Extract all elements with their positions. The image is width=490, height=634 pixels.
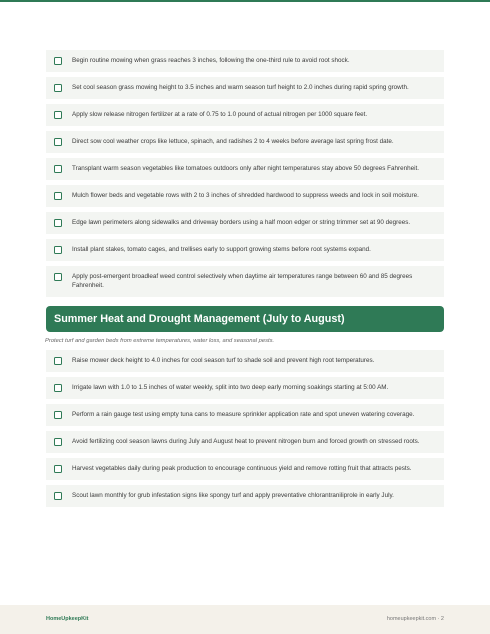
footer-brand: HomeUpkeepKit [46, 616, 89, 622]
checkbox[interactable] [54, 111, 62, 119]
checkbox[interactable] [54, 84, 62, 92]
checklist-item [46, 239, 444, 261]
task-text: Set cool season grass mowing height to 3.5 inches and warm season turf height to 2.0 inches during rapid spring growth. [72, 84, 409, 91]
checkbox[interactable] [54, 246, 62, 254]
checklist-item [46, 350, 444, 372]
checklist-item [46, 50, 444, 72]
task-text: Apply slow release nitrogen fertilizer at a rate of 0.75 to 1.0 pound of actual nitrogen per 1000 square feet. [72, 111, 368, 118]
top-rule [0, 0, 490, 2]
checkbox[interactable] [54, 465, 62, 473]
task-text: Edge lawn perimeters along sidewalks and driveway borders using a half moon edger or string trimmer set at 90 degrees. [72, 219, 411, 226]
checkbox[interactable] [54, 273, 62, 281]
checklist-item [46, 485, 444, 507]
task-text: Avoid fertilizing cool season lawns during July and August heat to prevent nitrogen burn and forced growth on stressed roots. [72, 437, 420, 445]
section-header [46, 306, 444, 332]
task-text: Direct sow cool weather crops like lettuce, spinach, and radishes 2 to 4 weeks before average last spring frost date. [72, 138, 394, 145]
checklist-item [46, 458, 444, 480]
checklist-item [46, 404, 444, 426]
checkbox[interactable] [54, 165, 62, 173]
checkbox[interactable] [54, 357, 62, 365]
checkbox[interactable] [54, 384, 62, 392]
summer-task-list [46, 350, 444, 507]
task-text: Install plant stakes, tomato cages, and trellises early to support growing stems before root systems expand. [72, 246, 371, 253]
checklist-item [46, 158, 444, 180]
checkbox[interactable] [54, 438, 62, 446]
checkbox[interactable] [54, 57, 62, 65]
checklist-content [46, 50, 444, 512]
task-text: Raise mower deck height to 4.0 inches for cool season turf to shade soil and prevent high root temperatures. [72, 356, 375, 364]
checklist-item [46, 266, 444, 297]
checklist-item [46, 212, 444, 234]
task-text: Irrigate lawn with 1.0 to 1.5 inches of water weekly, split into two deep early morning soakings starting at 5:00 AM. [72, 383, 389, 391]
section-description: Protect turf and garden beds from extreme temperatures, water loss, and seasonal pests. [45, 337, 275, 344]
spring-task-list [46, 50, 444, 297]
checklist-item [46, 377, 444, 399]
checklist-item [46, 104, 444, 126]
checkbox[interactable] [54, 219, 62, 227]
task-text: Begin routine mowing when grass reaches 3 inches, following the one-third rule to avoid root shock. [72, 57, 350, 64]
checklist-item [46, 131, 444, 153]
task-text: Scout lawn monthly for grub infestation signs like spongy turf and apply preventative chlorantraniliprole in early July. [72, 491, 394, 499]
task-text: Transplant warm season vegetables like tomatoes outdoors only after night temperatures stay above 50 degrees Fahrenheit. [72, 165, 419, 172]
task-text: Apply post-emergent broadleaf weed control selectively when daytime air temperatures range between 60 and 85 degrees Fahrenheit. [72, 273, 413, 290]
section-title: Summer Heat and Drought Management (July to August) [54, 312, 345, 325]
checkbox[interactable] [54, 138, 62, 146]
checkbox[interactable] [54, 411, 62, 419]
checklist-item [46, 431, 444, 453]
footer-page-info: homeupkeepkit.com · 2 [386, 616, 444, 622]
task-text: Mulch flower beds and vegetable rows with 2 to 3 inches of shredded hardwood to suppress weeds and lock in soil moisture. [72, 192, 419, 199]
checkbox[interactable] [54, 492, 62, 500]
page-footer [0, 605, 490, 634]
task-text: Harvest vegetables daily during peak production to encourage continuous yield and remove rotting fruit that attracts pests. [72, 464, 412, 472]
task-text: Perform a rain gauge test using empty tuna cans to measure sprinkler application rate and spot uneven watering coverage. [72, 410, 415, 418]
checklist-item [46, 77, 444, 99]
checkbox[interactable] [54, 192, 62, 200]
checklist-item [46, 185, 444, 207]
